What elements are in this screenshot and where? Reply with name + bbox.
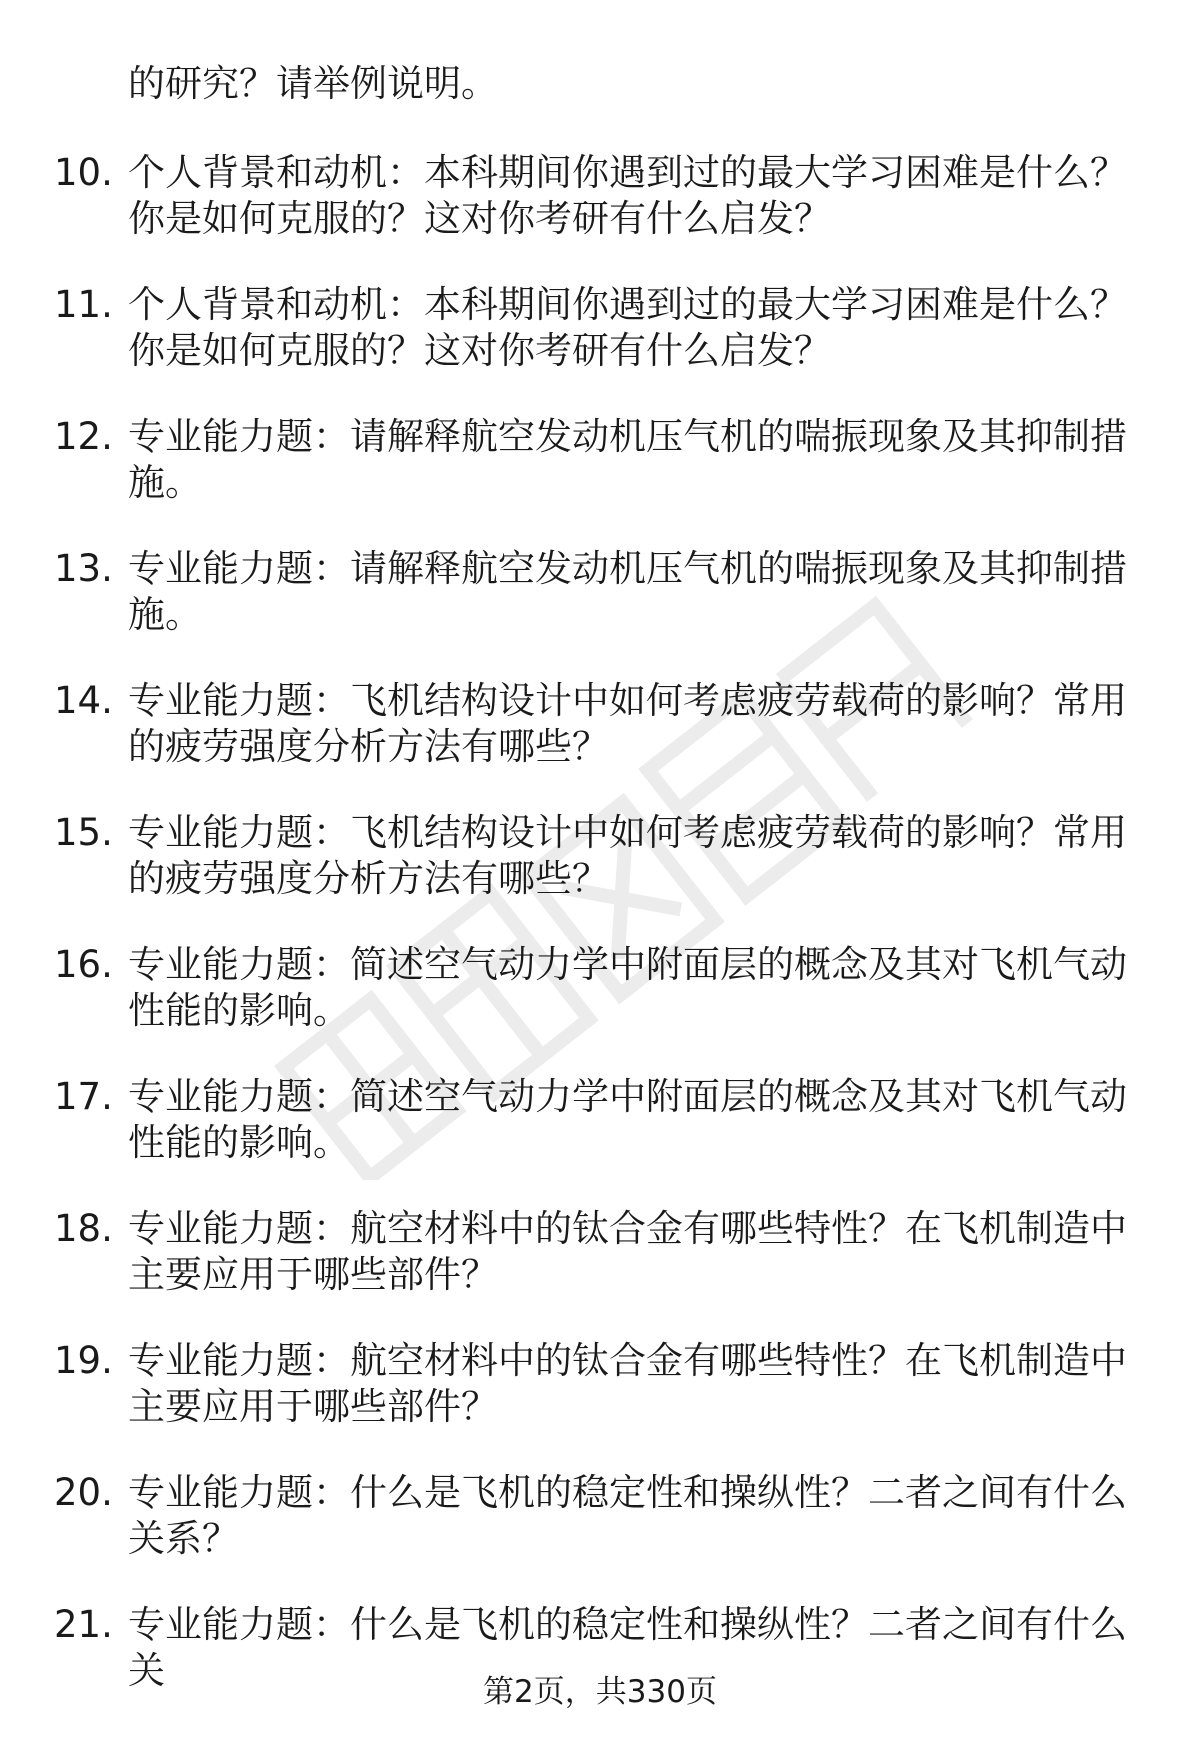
- question-item: [0, 1074, 1200, 1206]
- question-text: 专业能力题：航空材料中的钛合金有哪些特性？在飞机制造中主要应用于哪些部件？: [128, 1207, 1127, 1296]
- question-item: [0, 546, 1200, 678]
- question-text: 专业能力题：飞机结构设计中如何考虑疲劳载荷的影响？常用的疲劳强度分析方法有哪些？: [128, 679, 1127, 768]
- question-item: [0, 414, 1200, 546]
- question-text: 专业能力题：飞机结构设计中如何考虑疲劳载荷的影响？常用的疲劳强度分析方法有哪些？: [128, 811, 1127, 900]
- question-text: 专业能力题：航空材料中的钛合金有哪些特性？在飞机制造中主要应用于哪些部件？: [128, 1339, 1127, 1428]
- question-number: 20.: [54, 1471, 113, 1514]
- question-item: [0, 1602, 1200, 1734]
- question-list: [0, 150, 1200, 1734]
- question-number: 14.: [54, 679, 113, 722]
- question-number: 10.: [54, 151, 113, 194]
- question-text: 专业能力题：什么是飞机的稳定性和操纵性？二者之间有什么关: [128, 1603, 1127, 1692]
- question-item: [0, 1470, 1200, 1602]
- question-item: [0, 678, 1200, 810]
- question-number: 19.: [54, 1339, 113, 1382]
- question-text: 专业能力题：简述空气动力学中附面层的概念及其对飞机气动性能的影响。: [128, 943, 1127, 1032]
- question-item: [0, 1338, 1200, 1470]
- question-number: 18.: [54, 1207, 113, 1250]
- question-text: 专业能力题：请解释航空发动机压气机的喘振现象及其抑制措施。: [128, 547, 1127, 636]
- question-number: 21.: [54, 1603, 113, 1646]
- question-text: 个人背景和动机：本科期间你遇到过的最大学习困难是什么？你是如何克服的？这对你考研有什么启发？: [128, 283, 1127, 372]
- page-footer: 第2页，共330页: [483, 1674, 717, 1710]
- question-number: 17.: [54, 1075, 113, 1118]
- question-number: 12.: [54, 415, 113, 458]
- question-item: [0, 282, 1200, 414]
- question-number: 16.: [54, 943, 113, 986]
- question-item: [0, 942, 1200, 1074]
- question-number: 15.: [54, 811, 113, 854]
- question-text: 专业能力题：什么是飞机的稳定性和操纵性？二者之间有什么关系？: [128, 1471, 1127, 1560]
- question-number: 13.: [54, 547, 113, 590]
- continued-question-text: 的研究？请举例说明。: [128, 62, 498, 105]
- question-item: [0, 1206, 1200, 1338]
- question-text: 专业能力题：请解释航空发动机压气机的喘振现象及其抑制措施。: [128, 415, 1127, 504]
- question-item: [0, 150, 1200, 282]
- question-item: [0, 810, 1200, 942]
- question-text: 专业能力题：简述空气动力学中附面层的概念及其对飞机气动性能的影响。: [128, 1075, 1127, 1164]
- question-text: 个人背景和动机：本科期间你遇到过的最大学习困难是什么？你是如何克服的？这对你考研有什么启发？: [128, 151, 1127, 240]
- question-number: 11.: [54, 283, 113, 326]
